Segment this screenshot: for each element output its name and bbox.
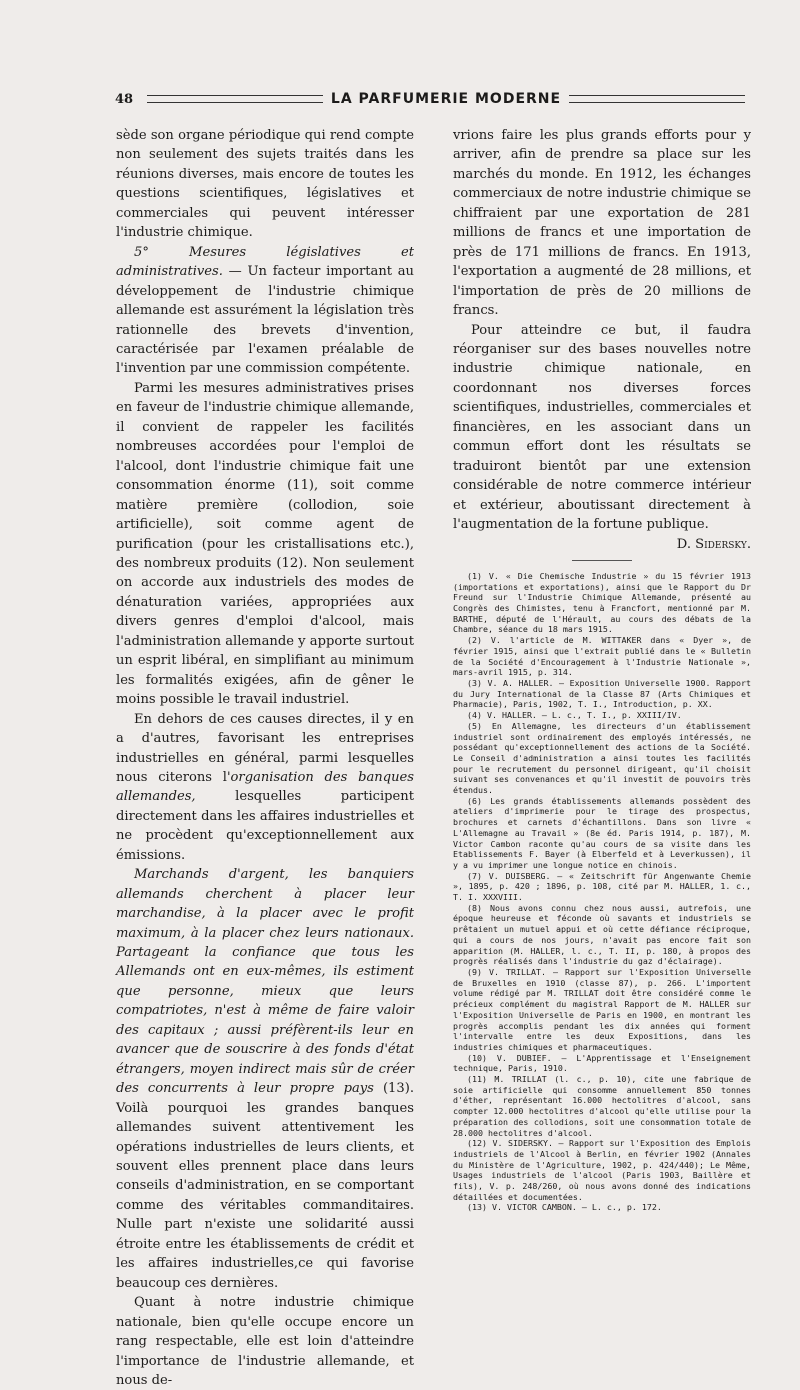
footnote: (6) Les grands établissements allemands possèdent des ateliers d'imprimerie pour le tirage des prospectus, brochures et carnets d'échantillons. Dans son livre « L'Allemagne au Travail » (8e éd. Paris 1914, p. 187), M. Victor Cambon raconte qu'au cours de sa visite dans les Etablissements F. Bayer (à Elberfeld et à Leverkussen), il y a vu imprimer une longue notice en chinois. [453, 795, 751, 870]
right-column [453, 126, 751, 1213]
footnote: (7) V. DUISBERG. — « Zeitschrift für Angenwante Chemie », 1895, p. 420 ; 1896, p. 108, cité par M. HALLER, 1. c., T. I. XXXVIII. [453, 870, 751, 903]
italic-phrase: organisation des banques allemandes, [116, 769, 415, 805]
paragraph-text: — Un facteur important au développement de l'industrie chimique allemande est assurément la législation très rationnelle des brevets d'invention, caractérisée par l'examen préalable de l'invention par une commission compétente. [116, 264, 414, 377]
paragraph [116, 243, 414, 379]
paragraph [116, 865, 414, 1293]
footnote: (8) Nous avons connu chez nous aussi, autrefois, une époque heureuse et féconde où savants et industriels se prêtaient un mutuel appui et où cette défiance réciproque, qui a cours de nos jours, n'avait pas encore fait son apparition (M. HALLER, l. c., T. II, p. 180, à propos des progrès réalisés dans l'industrie du gaz d'éclairage). [453, 902, 751, 967]
footnote-separator [572, 560, 632, 561]
author-signature: D. Sidersky. [676, 536, 751, 552]
paragraph: Quant à notre industrie chimique nationale, bien qu'elle occupe encore un rang respectable, elle est loin d'atteindre l'importance de l'industrie allemande, et nous de- [116, 1295, 414, 1388]
footnotes [453, 571, 751, 1213]
footnote: (2) V. l'article de M. WITTAKER dans « Dyer », de février 1915, ainsi que l'extrait publié dans le « Bulletin de la Société d'Encouragement à l'Industrie Nationale », mars-avril 1915, p. 314. [453, 635, 751, 678]
paragraph: Parmi les mesures administratives prises en faveur de l'industrie chimique allemande, il convient de rappeler les facilités nombreuses accordées pour l'emploi de l'alcool, dont l'industrie chimique fait une consommation énorme (11), soit comme matière première (collodion, soie artificielle), soit comme agent de purification (pour les cristallisations etc.), des nombreux produits (12). Non seulement on accorde aux industriels des modes de dénaturation variées, appropriées aux divers genres d'emploi d'alcool, mais l'administration allemande y apporte surtout un esprit libéral, en simplifiant au minimum les formalités exigées, afin de gêner le moins possible le travail industriel. [116, 380, 414, 708]
paragraph-text: (13). Voilà pourquoi les grandes banques allemandes suivent attentivement les opérations industrielles de leurs clients, et souvent elles prennent place dans leurs conseils d'administration, en se comportant comme des véritables commanditaires. Nulle part n'existe une solidarité aussi étroite entre les établissements de crédit et les affaires industrielles,ce qui favorise beaucoup ces dernières. [116, 1081, 414, 1291]
journal-title: LA PARFUMERIE MODERNE [330, 91, 562, 107]
footnote: (11) M. TRILLAT (l. c., p. 10), cite une fabrique de soie artificielle qui consomme annuellement 850 tonnes d'éther, représentant 16.000 hectolitres d'alcool, sans compter 12.000 hectolitres d'alcool qu'elle utilise pour la préparation des collodions, soit une consommation totale de 28.000 hectolitres d'alcool. [453, 1074, 751, 1138]
footnote: (3) V. A. HALLER. — Exposition Universelle 1900. Rapport du Jury International de la Classe 87 (Arts Chimiques et Pharmacie), Paris, 1902, T. I., Introduction, p. XX. [453, 678, 751, 710]
section-heading: 5° Mesures législatives et administratives. [116, 244, 414, 280]
footnote: (9) V. TRILLAT. — Rapport sur l'Exposition Universelle de Bruxelles en 1910 (classe 87), p. 266. L'importent volume rédigé par M. TRILLAT doit être considéré comme le précieux complément du magistral Rapport de M. HALLER sur l'Exposition Universelle de Paris en 1900, en montrant les progrès accomplis pendant les dix années qui forment l'intervalle entre les deux Expositions, dans les industries chimiques et pharmaceutiques. [453, 966, 751, 1052]
page-header [115, 88, 753, 110]
footnote: (1) V. « Die Chemische Industrie » du 15 février 1913 (importations et exportations), ainsi que le Rapport du Dr Freund sur l'Industrie Chimique Allemande, présenté au Congrès des Chimistes, tenu à Francfort, mentionné par M. BARTHE, député de l'Hérault, au cours des débats de la Chambre, séance du 18 mars 1915. [453, 570, 751, 635]
paragraph-text: lesquelles participent directement dans les affaires industrielles et ne procèdent qu'exceptionnellement aux émissions. [116, 789, 414, 863]
header-rule-right [569, 95, 745, 103]
paragraph-text: En dehors de ces causes directes, il y en a d'autres, favorisant les entreprises industrielles en général, parmi lesquelles nous citerons l' [116, 711, 414, 785]
footnote: (4) V. HALLER. — L. c., T. I., p. XXIII/IV. [467, 710, 682, 721]
paragraph: sède son organe périodique qui rend compte non seulement des sujets traités dans les réunions diverses, mais encore de toutes les questions scientifiques, législatives et commerciales qui peuvent intéresser l'industrie chimique. [116, 128, 414, 241]
left-column [116, 126, 414, 1390]
footnote: (13) V. VICTOR CAMBON. — L. c., p. 172. [467, 1202, 662, 1213]
footnote: (10) V. DUBIEF. — L'Apprentissage et l'Enseignement technique, Paris, 1910. [453, 1052, 751, 1074]
footnote: (12) V. SIDERSKY. — Rapport sur l'Exposition des Emplois industriels de l'Alcool à Berlin, en février 1902 (Annales du Ministère de l'Agriculture, 1902, p. 424/440); Le Même, Usages industriels de l'alcool (Paris 1903, Baillère et fils), V. p. 248/260, où nous avons donné des indications détaillées et documentées. [453, 1138, 751, 1202]
paragraph: vrions faire les plus grands efforts pour y arriver, afin de prendre sa place sur les marchés du monde. En 1912, les échanges commerciaux de notre industrie chimique se chiffraient par une exportation de 281 millions de francs et une importation de près de 171 millions de francs. En 1913, l'exportation a augmenté de 28 millions, et l'importation de près de 20 millions de francs. [453, 128, 751, 319]
header-rule-left [147, 95, 323, 103]
footnote: (5) En Allemagne, les directeurs d'un établissement industriel sont ordinairement des employés intéressés, ne possédant qu'exceptionnellement des actions de la Société. Le Conseil d'administration a ainsi toutes les facilités pour le recrutement du personnel dirigeant, qu'il choisit suivant ses convenances et qu'il investit de pouvoirs très étendus. [453, 720, 751, 796]
paragraph [116, 710, 414, 866]
page-number: 48 [115, 91, 134, 107]
paragraph: Pour atteindre ce but, il faudra réorganiser sur des bases nouvelles notre industrie chimique nationale, en coordonnant nos diverses forces scientifiques, industrielles, commerciales et financières, en les associant dans un commun effort dont les résultats se traduiront bientôt par une extension considérable de notre commerce intérieur et extérieur, aboutissant directement à l'augmentation de la fortune publique. [453, 322, 751, 533]
italic-quote: Marchands d'argent, les banquiers allemands cherchent à placer leur marchandise, à la placer avec le profit maximum, à la placer chez leurs nationaux. Partageant la confiance que tous les Allemands ont en eux-mêmes, ils estiment que personne, mieux que leurs compatriotes, n'est à même de faire valoir des capitaux ; aussi préfèrent-ils leur en avancer que de souscrire à des fonds d'état étrangers, moyen indirect mais sûr de créer des concurrents à leur propre pays [116, 867, 414, 1097]
